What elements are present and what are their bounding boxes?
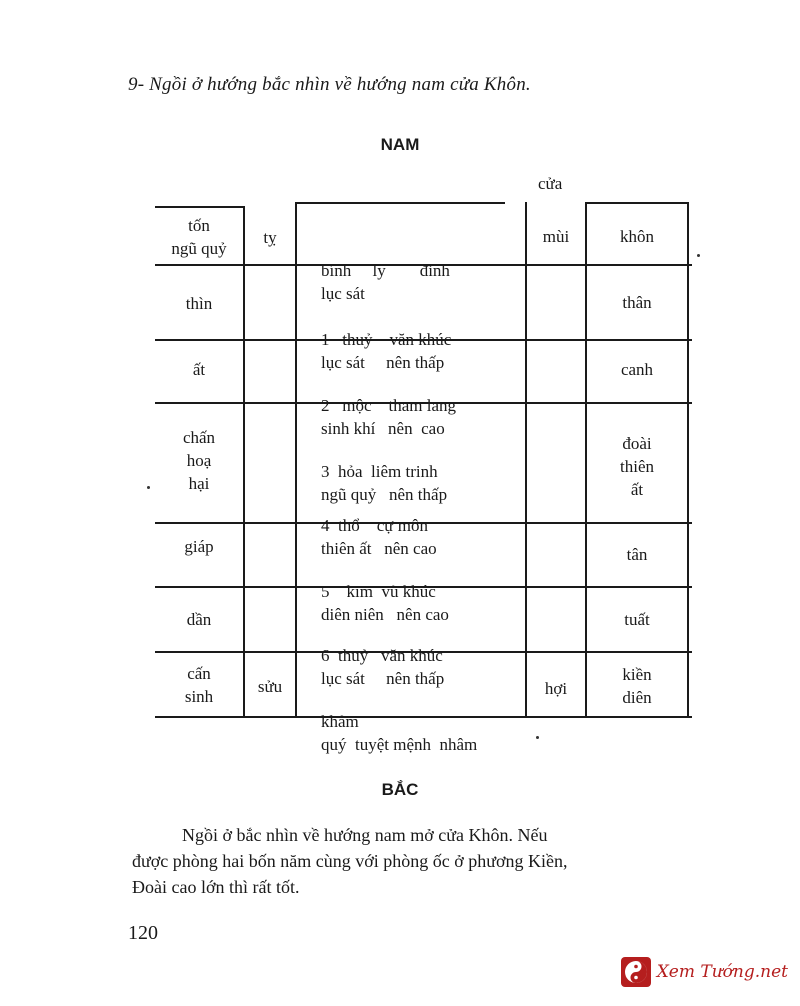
table-cell: ất: [192, 360, 206, 379]
table-cell: tuất: [624, 610, 650, 629]
star-cell: 4 thổ cự môn thiên ất nên cao: [321, 516, 437, 558]
watermark-text: Xem Tướng.net: [656, 962, 788, 982]
table-cell: tân: [626, 545, 648, 564]
table-cell: đoài thiên ất: [620, 434, 654, 499]
print-speck: [147, 486, 150, 489]
direction-table: [155, 200, 692, 754]
table-cell: chấn hoạ hại: [182, 428, 216, 493]
table-cell: giáp: [184, 537, 214, 556]
table-cell: tốn ngũ quỷ: [171, 216, 227, 258]
table-line: [295, 202, 505, 204]
table-cell: cấn sinh: [184, 664, 214, 706]
table-line: [155, 206, 245, 208]
star-cell: 6 thuỷ văn khúc lục sát nên thấp: [321, 646, 445, 688]
table-cell: thân: [622, 293, 652, 312]
print-speck: [536, 736, 539, 739]
table-cell: thìn: [185, 294, 213, 313]
paragraph-line: Ngồi ở bắc nhìn về hướng nam mở cửa Khôn. Nếu: [182, 825, 548, 845]
table-cell: dần: [186, 610, 212, 629]
table-cell: canh: [620, 360, 654, 379]
table-cell: sửu: [257, 677, 283, 696]
door-label: cửa: [538, 174, 563, 193]
print-speck: [697, 254, 700, 257]
paragraph-line: được phòng hai bốn năm cùng với phòng ốc ở phương Kiền,: [132, 851, 568, 871]
direction-south-label: NAM: [380, 135, 420, 154]
paragraph-line: Đoài cao lớn thì rất tốt.: [132, 877, 300, 897]
star-cell: 3 hỏa liêm trinh ngũ quỷ nên thấp: [321, 462, 448, 504]
table-line: [525, 202, 527, 718]
body-paragraph: [132, 822, 692, 900]
table-cell: hợi: [544, 679, 568, 698]
table-cell: bính ly đinh lục sát: [321, 261, 450, 303]
table-line: [585, 202, 688, 204]
table-cell: mùi: [542, 227, 570, 246]
table-line: [295, 202, 297, 718]
table-line: [687, 202, 689, 718]
star-cell: 1 thuỷ văn khúc lục sát nên thấp: [321, 330, 452, 372]
table-cell: tỵ: [263, 228, 277, 247]
section-heading: 9- Ngồi ở hướng bắc nhìn về hướng nam cửa Khôn.: [128, 74, 531, 95]
table-cell: khảm quý tuyệt mệnh nhâm: [321, 712, 478, 754]
star-cell: 2 mộc tham lang sinh khí nên cao: [321, 396, 457, 438]
page-number: 120: [128, 922, 158, 944]
direction-north-label: BẮC: [381, 780, 419, 799]
table-cell: khôn: [620, 227, 654, 246]
star-cell: 5 kim vũ khúc diên niên nên cao: [321, 582, 449, 624]
yin-yang-icon: [621, 957, 651, 987]
table-line: [243, 206, 245, 718]
watermark: [621, 956, 788, 988]
table-cell: kiền diên: [622, 665, 652, 707]
